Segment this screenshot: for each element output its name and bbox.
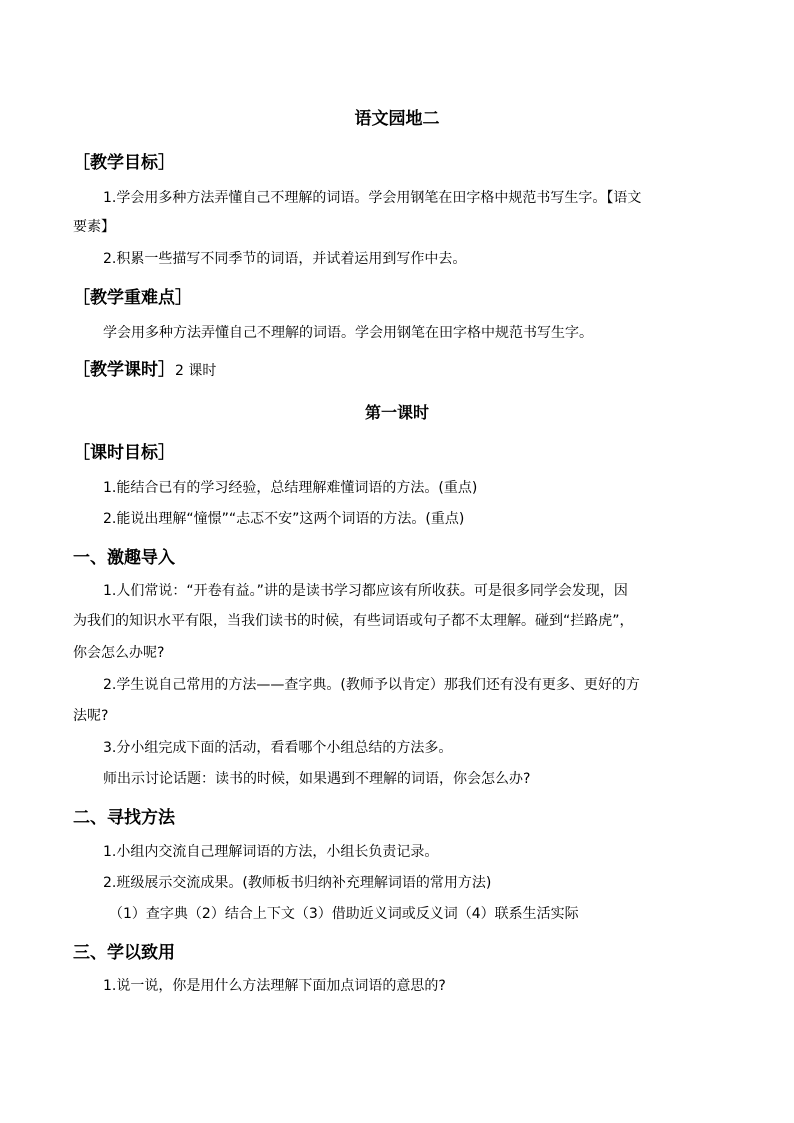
objective-2: 2.积累一些描写不同季节的词语，并试着运用到写作中去。 — [103, 251, 467, 267]
lesson-goal-2: 2.能说出理解“憧憬”“忐忑不安”这两个词语的方法。(重点) — [103, 511, 465, 527]
page-title: 语文园地二 — [354, 109, 440, 129]
objective-1-line-1: 1.学会用多种方法弄懂自己不理解的词语。学会用钢笔在田字格中规范书写生字。【语文 — [103, 190, 642, 206]
section-1-p1-line-2: 为我们的知识水平有限，当我们读书的时候，有些词语或句子都不太理解。碰到“拦路虎”， — [73, 613, 634, 629]
section-1-p1-line-3: 你会怎么办呢? — [73, 645, 165, 661]
periods-heading — [73, 355, 216, 380]
key-points-text: 学会用多种方法弄懂自己不理解的词语。学会用钢笔在田字格中规范书写生字。 — [103, 325, 593, 341]
lesson-goals-heading: ［课时目标］ — [73, 443, 175, 463]
section-3-p1: 1.说一说，你是用什么方法理解下面加点词语的意思的? — [103, 978, 446, 994]
section-2-methods: （1）查字典（2）结合上下文（3）借助近义词或反义词（4）联系生活实际 — [109, 906, 579, 922]
section-1-p2-line-1: 2.学生说自己常用的方法——查字典。(教师予以肯定）那我们还有没有更多、更好的方 — [103, 677, 640, 693]
periods-value: 2 课时 — [175, 363, 217, 379]
periods-label: ［教学课时］ — [73, 360, 175, 380]
section-1-p2-line-2: 法呢? — [73, 708, 109, 724]
objective-1-line-2: 要素】 — [73, 219, 115, 235]
lesson-1-title: 第一课时 — [364, 403, 429, 422]
section-2-heading: 二、寻找方法 — [73, 808, 175, 828]
lesson-goal-1: 1.能结合已有的学习经验，总结理解难懂词语的方法。(重点) — [103, 480, 478, 496]
key-points-heading: ［教学重难点］ — [73, 288, 192, 308]
section-1-p3: 3.分小组完成下面的活动，看看哪个小组总结的方法多。 — [103, 740, 453, 756]
section-1-p1-line-1: 1.人们常说：“开卷有益。”讲的是读书学习都应该有所收获。可是很多同学会发现，因 — [103, 583, 628, 599]
section-2-p2: 2.班级展示交流成果。(教师板书归纳补充理解词语的常用方法) — [103, 875, 492, 891]
section-1-p4: 师出示讨论话题：读书的时候，如果遇到不理解的词语，你会怎么办? — [103, 771, 531, 787]
section-2-p1: 1.小组内交流自己理解词语的方法，小组长负责记录。 — [103, 844, 439, 860]
section-1-heading: 一、激趣导入 — [73, 548, 175, 568]
objectives-heading: ［教学目标］ — [73, 153, 175, 173]
section-3-heading: 三、学以致用 — [73, 943, 175, 963]
